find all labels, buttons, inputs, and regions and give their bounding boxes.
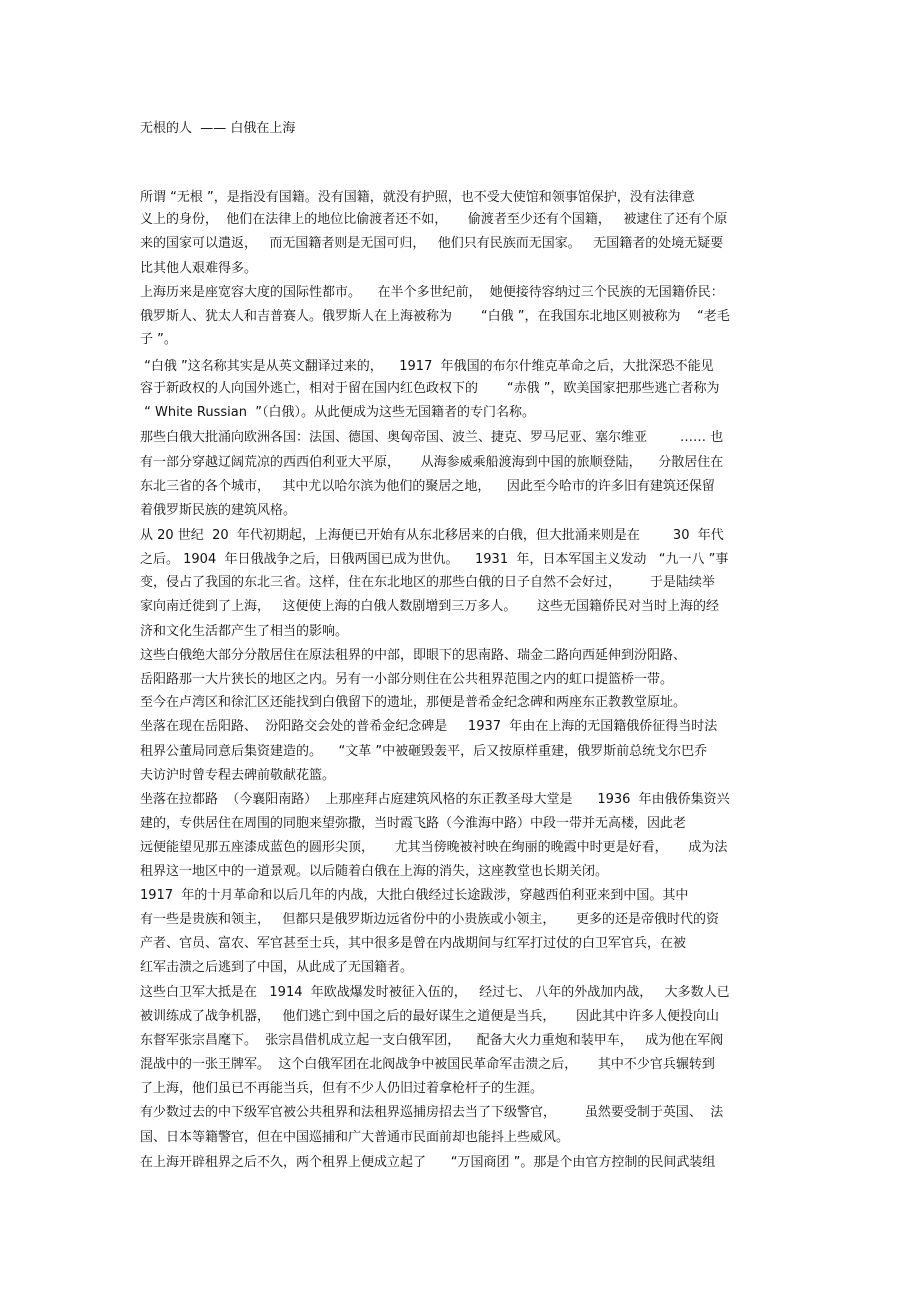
body-text-line: 着俄罗斯民族的建筑风格。 (140, 503, 297, 518)
body-text-line: 所谓 “无根 ”，是指没有国籍。没有国籍，就没有护照，也不受大使馆和领事馆保护，没有法律意 (140, 190, 695, 205)
body-text-line: 坐落在现在岳阳路、 汾阳路交会处的普希金纪念碑是 1937 年由在上海的无国籍俄侨征得当时法 (140, 719, 718, 734)
body-text-line: 夫访沪时曾专程去碑前敬献花篮。 (140, 768, 336, 783)
body-text-line: 岳阳路那一大片狭长的地区之内。另有一小部分则住在公共租界范围之内的虹口提篮桥一带。 (140, 672, 674, 687)
body-text-line: 1917 年的十月革命和以后几年的内战，大批白俄经过长途跋涉，穿越西伯利亚来到中国。其中 (140, 888, 689, 903)
body-text-line: 被训练成了战争机器， 他们逃亡到中国之后的最好谋生之道便是当兵， 因此其中许多人便投向山 (140, 1009, 720, 1024)
body-text-line: “白俄 ”这名称其实是从英文翻译过来的， 1917 年俄国的布尔什维克革命之后，大批深恐不能见 (140, 359, 714, 374)
body-text-line: 混战中的一张王牌军。 这个白俄军团在北阀战争中被国民革命军击溃之后， 其中不少官兵辗转到 (140, 1057, 715, 1072)
body-text-line: 济和文化生活都产生了相当的影响。 (140, 624, 349, 639)
body-text-line: 了上海，他们虽已不再能当兵，但有不少人仍旧过着拿枪杆子的生涯。 (140, 1081, 544, 1096)
body-text-line: “ White Russian ”（白俄）。从此便成为这些无国籍者的专门名称。 (140, 405, 535, 420)
body-text-line: 来的国家可以遣返， 而无国籍者则是无国可归， 他们只有民族而无国家。 无国籍者的处境无疑要 (140, 236, 724, 251)
body-text-line: 俄罗斯人、犹太人和吉普赛人。俄罗斯人在上海被称为 “白俄 ”，在我国东北地区则被称为 “老毛 (140, 309, 730, 324)
body-text-line: 容于新政权的人向国外逃亡，相对于留在国内红色政权下的 “赤俄 ”，欧美国家把那些逃亡者称为 (140, 381, 720, 396)
body-text-line: 之后。 1904 年日俄战争之后，日俄两国已成为世仇。 1931 年，日本军国主义发动 “九一八 ”事 (140, 552, 729, 567)
body-text-line: 这些白卫军大抵是在 1914 年欧战爆发时被征入伍的， 经过七、 八年的外战加内战， 大多数人已 (140, 985, 730, 1000)
body-text-line: 义上的身份， 他们在法律上的地位比偷渡者还不如， 偷渡者至少还有个国籍， 被逮住了还有个原 (140, 212, 728, 227)
body-text-line: 至今在卢湾区和徐汇区还能找到白俄留下的遗址，那便是普希金纪念碑和两座东正教教堂原址。 (140, 695, 687, 710)
body-text-line: 那些白俄大批涌向欧洲各国：法国、德国、奥匈帝国、波兰、捷克、罗马尼亚、塞尔维亚 …… 也 (140, 430, 724, 445)
body-text-line: 有一些是贵族和领主， 但都只是俄罗斯边远省份中的小贵族或小领主， 更多的还是帝俄时代的资 (140, 912, 720, 927)
body-text-line: 坐落在拉都路 （今襄阳南路） 上那座拜占庭建筑风格的东正教圣母大堂是 1936 年由俄侨集资兴 (140, 792, 730, 807)
body-text-line: 远便能望见那五座漆成蓝色的圆形尖顶， 尤其当傍晚被衬映在绚丽的晚霞中时更是好看， 成为法 (140, 840, 728, 855)
body-text-line: 在上海开辟租界之后不久，两个租界上便成立起了 “万国商团 ”。那是个由官方控制的民间武装组 (140, 1155, 716, 1170)
body-text-line: 变，侵占了我国的东北三省。这样，住在东北地区的那些白俄的日子自然不会好过， 于是陆续举 (140, 575, 715, 590)
body-text-line: 家向南迁徙到了上海， 这便使上海的白俄人数剧增到三万多人。 这些无国籍侨民对当时上海的经 (140, 599, 720, 614)
body-text-line: 红军击溃之后逃到了中国，从此成了无国籍者。 (140, 960, 414, 975)
body-text-line: 产者、官员、富农、军官甚至士兵，其中很多是曾在内战期间与红军打过仗的白卫军官兵，在被 (140, 936, 687, 951)
body-text-line: 有少数过去的中下级军官被公共租界和法租界巡捕房招去当了下级警官， 虽然要受制于英国、 法 (140, 1105, 724, 1120)
body-text-line: 租界公董局同意后集资建造的。 “文革 ”中被砸毁轰平，后又按原样重建，俄罗斯前总统戈尔巴乔 (140, 744, 708, 759)
body-text-line: 建的，专供居住在周围的同胞来望弥撒，当时霞飞路（今淮海中路）中段一带并无高楼，因此老 (140, 816, 687, 831)
body-text-line: 从 20 世纪 20 年代初期起，上海便已开始有从东北移居来的白俄，但大批涌来则是在 30 年代 (140, 528, 724, 543)
document-title: 无根的人 —— 白俄在上海 (140, 121, 296, 136)
body-text-line: 国、日本等籍警官，但在中国巡捕和广大普通市民面前却也能抖上些威风。 (140, 1130, 570, 1145)
body-text-line: 有一部分穿越辽阔荒凉的西西伯利亚大平原， 从海参威乘船渡海到中国的旅顺登陆， 分散居住在 (140, 455, 724, 470)
body-text-line: 东北三省的各个城市， 其中尤以哈尔滨为他们的聚居之地， 因此至今哈市的许多旧有建筑还保留 (140, 479, 715, 494)
body-text-line: 上海历来是座宽容大度的国际性都市。 在半个多世纪前， 她便接待容纳过三个民族的无国籍侨民： (140, 285, 724, 300)
body-text-line: 子 ”。 (140, 332, 177, 347)
body-text-line: 比其他人艰难得多。 (140, 261, 258, 276)
body-text-line: 这些白俄绝大部分分散居住在原法租界的中部，即眼下的思南路、瑞金二路向西延伸到汾阳路、 (140, 648, 687, 663)
body-text-line: 东督军张宗昌麾下。 张宗昌借机成立起一支白俄军团， 配备大火力重炮和装甲车， 成为他在军阀 (140, 1033, 724, 1048)
body-text-line: 租界这一地区中的一道景观。以后随着白俄在上海的消失，这座教堂也长期关闭。 (140, 864, 609, 879)
